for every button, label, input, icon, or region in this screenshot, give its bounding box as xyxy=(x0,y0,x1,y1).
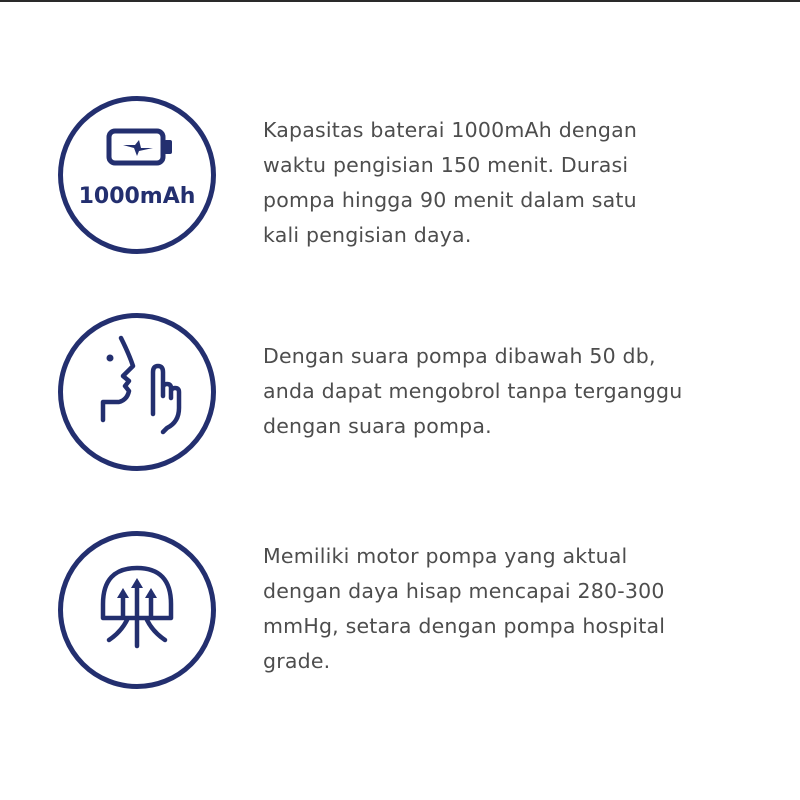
battery-description-line: Kapasitas baterai 1000mAh dengan xyxy=(263,118,638,142)
suction-description-line: grade. xyxy=(263,649,331,673)
suction-description-line: mmHg, setara dengan pompa hospital xyxy=(263,614,666,638)
quiet-description-line: Dengan suara pompa dibawah 50 db, xyxy=(263,344,656,368)
suction-description-line: Memiliki motor pompa yang aktual xyxy=(263,544,628,568)
quiet-description-line: dengan suara pompa. xyxy=(263,414,492,438)
suction-dome-icon xyxy=(63,536,211,684)
quiet-face-icon xyxy=(63,318,211,466)
quiet-description-line: anda dapat mengobrol tanpa terganggu xyxy=(263,379,683,403)
quiet-badge-circle xyxy=(58,313,216,471)
battery-description-line: kali pengisian daya. xyxy=(263,223,472,247)
quiet-description xyxy=(263,339,783,444)
suction-description-line: dengan daya hisap mencapai 280-300 xyxy=(263,579,665,603)
suction-description xyxy=(263,539,783,679)
suction-badge-circle xyxy=(58,531,216,689)
battery-badge-circle xyxy=(58,96,216,254)
battery-description-line: pompa hingga 90 menit dalam satu xyxy=(263,188,637,212)
battery-icon xyxy=(63,101,211,249)
battery-description-line: waktu pengisian 150 menit. Durasi xyxy=(263,153,629,177)
capacity-label: 1000mAh xyxy=(78,184,196,209)
top-border-line xyxy=(0,0,800,2)
battery-description xyxy=(263,113,783,253)
